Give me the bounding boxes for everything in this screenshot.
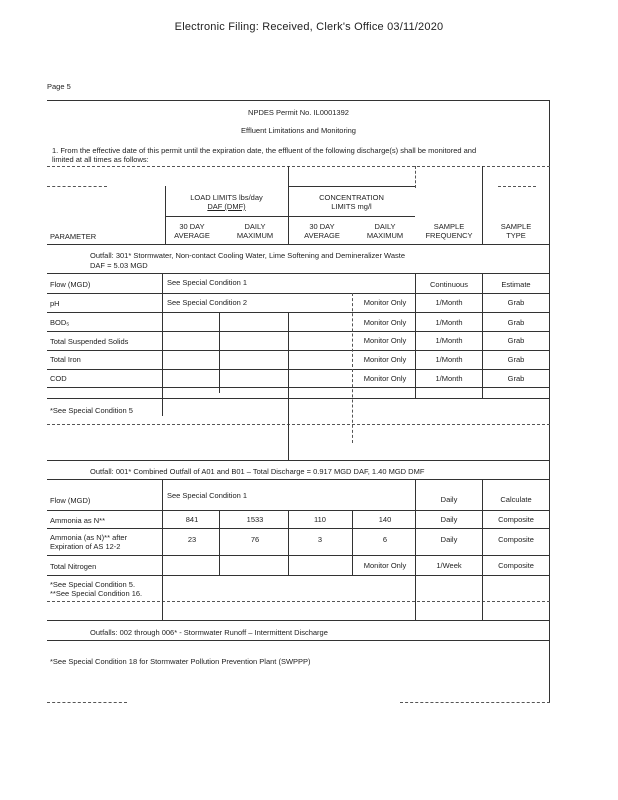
row-line bbox=[47, 601, 550, 602]
col-divider bbox=[415, 273, 416, 398]
row-line bbox=[47, 312, 550, 313]
special-condition-cell: See Special Condition 1 bbox=[167, 278, 248, 287]
outfall-002-divider bbox=[47, 640, 550, 641]
conc-avg30-header: 30 DAY bbox=[309, 222, 335, 231]
parameter-cell: Total Iron bbox=[50, 355, 81, 364]
row-line bbox=[47, 350, 550, 351]
load-limits-subheader: DAF (DMF) bbox=[207, 202, 246, 211]
parameter-cell: pH bbox=[50, 299, 60, 308]
box-top-border bbox=[47, 100, 550, 101]
footer-dash bbox=[400, 702, 550, 703]
frequency-cell: 1/Month bbox=[435, 318, 463, 327]
conc-daily-cell: Monitor Only bbox=[363, 336, 407, 345]
parameter-cell: Total Nitrogen bbox=[50, 562, 97, 571]
header-underline bbox=[165, 216, 288, 217]
filing-header: Electronic Filing: Received, Clerk's Office 03/11/2020 bbox=[174, 21, 444, 33]
frequency-cell: Daily bbox=[440, 495, 458, 504]
frequency-cell: 1/Month bbox=[435, 336, 463, 345]
frequency-header-2: FREQUENCY bbox=[425, 231, 473, 240]
sample-type-cell: Grab bbox=[507, 355, 525, 364]
parameter-cell: Flow (MGD) bbox=[50, 496, 91, 505]
outfall-001-note-2: **See Special Condition 16. bbox=[50, 589, 143, 598]
frequency-cell: Daily bbox=[440, 515, 458, 524]
sample-type-cell: Calculate bbox=[500, 495, 532, 504]
header-line bbox=[288, 186, 415, 187]
sample-type-cell: Estimate bbox=[501, 280, 531, 289]
col-divider bbox=[162, 479, 163, 620]
conc-daily-header-2: MAXIMUM bbox=[366, 231, 404, 240]
outfall-301-divider bbox=[47, 273, 550, 274]
col-divider bbox=[482, 166, 483, 244]
avg30-header: 30 DAY bbox=[179, 222, 205, 231]
row-line bbox=[47, 620, 550, 621]
daily-max-header-2: MAXIMUM bbox=[236, 231, 274, 240]
sample-type-cell: Grab bbox=[507, 298, 525, 307]
load-limits-header: LOAD LIMITS lbs/day bbox=[190, 193, 263, 202]
col-divider bbox=[219, 510, 220, 575]
row-line bbox=[47, 398, 550, 399]
conc-daily-cell: Monitor Only bbox=[363, 355, 407, 364]
row-line bbox=[47, 528, 550, 529]
outfall-001-divider bbox=[47, 479, 550, 480]
outfall-301-title: Outfall: 301* Stormwater, Non-contact Cooling Water, Lime Softening and Demineralizer Waste bbox=[90, 251, 406, 260]
section-title: Effluent Limitations and Monitoring bbox=[241, 126, 356, 135]
avg30-header-2: AVERAGE bbox=[174, 231, 210, 240]
daily-max-cell: 76 bbox=[250, 535, 260, 544]
sample-type-header-2: TYPE bbox=[506, 231, 526, 240]
header-dash bbox=[47, 186, 107, 187]
sample-type-cell: Composite bbox=[498, 515, 534, 524]
row-line bbox=[47, 369, 550, 370]
conc-avg30-cell: 110 bbox=[314, 515, 326, 524]
box-right-border bbox=[549, 100, 550, 703]
col-divider bbox=[288, 510, 289, 575]
frequency-cell: Continuous bbox=[430, 280, 468, 289]
parameter-header: PARAMETER bbox=[50, 232, 97, 241]
frequency-cell: 1/Month bbox=[435, 298, 463, 307]
frequency-cell: 1/Month bbox=[435, 355, 463, 364]
sample-type-cell: Grab bbox=[507, 318, 525, 327]
outfall-301-note: *See Special Condition 5 bbox=[50, 406, 133, 415]
sample-type-cell: Grab bbox=[507, 336, 525, 345]
header-dash bbox=[498, 186, 536, 187]
conc-daily-cell: Monitor Only bbox=[363, 298, 407, 307]
row-line bbox=[47, 387, 550, 388]
row-line bbox=[47, 555, 550, 556]
row-line bbox=[47, 510, 550, 511]
outfall-001-top bbox=[47, 460, 550, 461]
col-divider bbox=[162, 273, 163, 416]
sample-type-cell: Composite bbox=[498, 535, 534, 544]
parameter-cell: Ammonia as N** bbox=[50, 516, 106, 525]
special-condition-cell: See Special Condition 2 bbox=[167, 298, 248, 307]
col-divider bbox=[482, 273, 483, 398]
special-condition-cell: See Special Condition 1 bbox=[167, 491, 248, 500]
outfall-301-daf: DAF = 5.03 MGD bbox=[90, 261, 148, 270]
row-line bbox=[47, 424, 550, 425]
col-divider bbox=[482, 479, 483, 620]
sample-type-header: SAMPLE bbox=[500, 222, 532, 231]
row-line bbox=[47, 575, 550, 576]
frequency-cell: 1/Month bbox=[435, 374, 463, 383]
parameter-cell-line-2: Expiration of AS 12-2 bbox=[50, 542, 121, 551]
outfall-001-title: Outfall: 001* Combined Outfall of A01 and B01 – Total Discharge = 0.917 MGD DAF, 1.40 MGD DMF bbox=[90, 467, 425, 476]
col-divider bbox=[415, 479, 416, 620]
sample-type-cell: Grab bbox=[507, 374, 525, 383]
intro-line-1: 1. From the effective date of this permit until the expiration date, the effluent of the following discharge(s) shall be monitored and bbox=[52, 146, 477, 155]
conc-daily-cell: 140 bbox=[378, 515, 392, 524]
row-line bbox=[47, 293, 550, 294]
conc-daily-cell: Monitor Only bbox=[363, 561, 407, 570]
parameter-cell: Ammonia (as N)** after bbox=[50, 533, 128, 542]
conc-avg30-cell: 3 bbox=[317, 535, 323, 544]
outfall-001-note-1: *See Special Condition 5. bbox=[50, 580, 136, 589]
parameter-cell: Flow (MGD) bbox=[50, 280, 91, 289]
conc-avg30-header-2: AVERAGE bbox=[304, 231, 340, 240]
frequency-cell: 1/Week bbox=[436, 561, 462, 570]
header-underline bbox=[288, 216, 415, 217]
outfall-002-006-note: *See Special Condition 18 for Stormwater Pollution Prevention Plant (SWPPP) bbox=[50, 657, 311, 666]
parameter-cell: BOD₅ bbox=[50, 318, 70, 327]
avg30-cell: 23 bbox=[187, 535, 197, 544]
outfall-002-006-title: Outfalls: 002 through 006* - Stormwater Runoff – Intermittent Discharge bbox=[90, 628, 328, 637]
col-divider bbox=[288, 312, 289, 460]
row-line bbox=[47, 331, 550, 332]
footer-dash bbox=[47, 702, 127, 703]
conc-daily-header: DAILY bbox=[374, 222, 396, 231]
concentration-header: CONCENTRATION bbox=[319, 193, 384, 202]
table-header-top bbox=[47, 166, 550, 167]
frequency-cell: Daily bbox=[440, 535, 458, 544]
conc-daily-cell: 6 bbox=[382, 535, 388, 544]
sample-type-cell: Composite bbox=[498, 561, 534, 570]
conc-daily-cell: Monitor Only bbox=[363, 374, 407, 383]
daily-max-cell: 1533 bbox=[246, 515, 264, 524]
intro-line-2: limited at all times as follows: bbox=[52, 155, 149, 164]
concentration-subheader: LIMITS mg/l bbox=[331, 202, 372, 211]
conc-daily-cell: Monitor Only bbox=[363, 318, 407, 327]
page-number: Page 5 bbox=[47, 82, 71, 91]
col-divider bbox=[352, 510, 353, 575]
col-divider bbox=[415, 166, 416, 188]
frequency-header: SAMPLE bbox=[433, 222, 465, 231]
parameter-cell: COD bbox=[50, 374, 67, 383]
parameter-cell: Total Suspended Solids bbox=[50, 337, 129, 346]
table-header-bottom bbox=[47, 244, 550, 245]
col-divider bbox=[352, 293, 353, 443]
col-divider bbox=[219, 312, 220, 393]
daily-max-header: DAILY bbox=[244, 222, 266, 231]
avg30-cell: 841 bbox=[185, 515, 199, 524]
permit-title: NPDES Permit No. IL0001392 bbox=[248, 108, 349, 117]
